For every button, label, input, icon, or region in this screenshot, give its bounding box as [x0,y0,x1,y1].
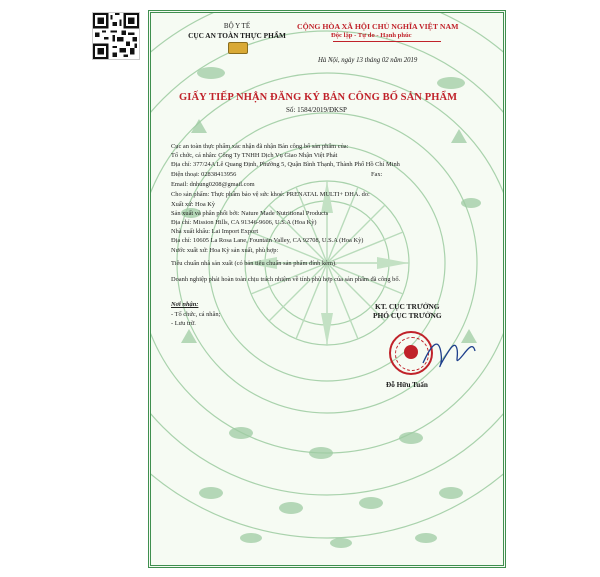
recipients-heading: Nơi nhận: [171,301,199,308]
body-line-phone: Điện thoại: 02838413956 [171,171,237,178]
body-line-origin: Xuất xứ: Hoa Kỳ [171,201,216,208]
body-line-country-origin: Nước xuất xứ: Hoa Kỳ sản xuất, phù hợp: [171,247,279,254]
body-line-manufacturer-address: Địa chỉ: Mission Hills, CA 91346-9606, U.S.A (Hoa Kỳ) [171,219,317,226]
handwritten-signature [419,333,479,375]
body-line-organization: Tổ chức, cá nhân: Công Ty TNHH Dịch Vụ Giao Nhận Việt Phát [171,152,338,159]
signer-title-line2: PHÓ CỤC TRƯỞNG [373,311,442,320]
department-name: CỤC AN TOÀN THỰC PHẨM [188,31,286,40]
ministry-name: BỘ Y TẾ [223,22,251,30]
body-line-intro: Cục an toàn thực phẩm xác nhận đã nhận Bản công bố sản phẩm của: [171,143,349,150]
body-line-standard: Tiêu chuẩn nhà sản xuất (có bản tiêu chuẩn sản phẩm đính kèm). [171,260,337,267]
motto: Độc lập - Tự do - Hạnh phúc [331,32,412,39]
body-line-exporter: Nhà xuất khẩu: Lai Import Export [171,228,259,235]
document-title: GIẤY TIẾP NHẬN ĐĂNG KÝ BẢN CÔNG BỐ SẢN PHẨM [179,92,458,103]
department-logo [228,42,248,54]
body-line-responsibility: Doanh nghiệp phải hoàn toàn chịu trách nhiệm về tính phù hợp của sản phẩm đã công bố. [171,276,401,283]
body-line-product: Cho sản phẩm: Thực phẩm bảo vệ sức khoẻ: PRENATAL MULTI+ DHA. do: [171,191,370,198]
body-line-address: Địa chỉ: 377/24A Lê Quang Định, Phường 5, Quận Bình Thạnh, Thành Phố Hồ Chí Minh [171,161,400,168]
qr-code [92,12,140,60]
document-number: Số: 1584/2019/ĐKSP [286,106,347,114]
signer-name: Đỗ Hữu Tuấn [386,381,428,389]
recipient-item: - Tổ chức, cá nhân; [171,311,221,318]
body-line-exporter-address: Địa chỉ: 10605 La Rosa Lane, Fountain Valley, CA 92708, U.S.A (Hoa Kỳ) [171,237,364,244]
body-line-manufacturer: Sản xuất và phân phối bởi: Nature Made Nutritional Products [171,210,329,217]
signer-title-line1: KT. CỤC TRƯỞNG [375,302,440,311]
recipient-item: - Lưu trữ. [171,320,196,327]
body-line-email: Email: dnhung0208@gmail.com [171,181,255,188]
country-name: CỘNG HÒA XÃ HỘI CHỦ NGHĨA VIỆT NAM [297,22,459,31]
issue-date: Hà Nội, ngày 13 tháng 02 năm 2019 [318,57,418,64]
fax-label: Fax: [371,171,383,178]
certificate-document [148,10,506,568]
motto-underline [333,41,441,42]
